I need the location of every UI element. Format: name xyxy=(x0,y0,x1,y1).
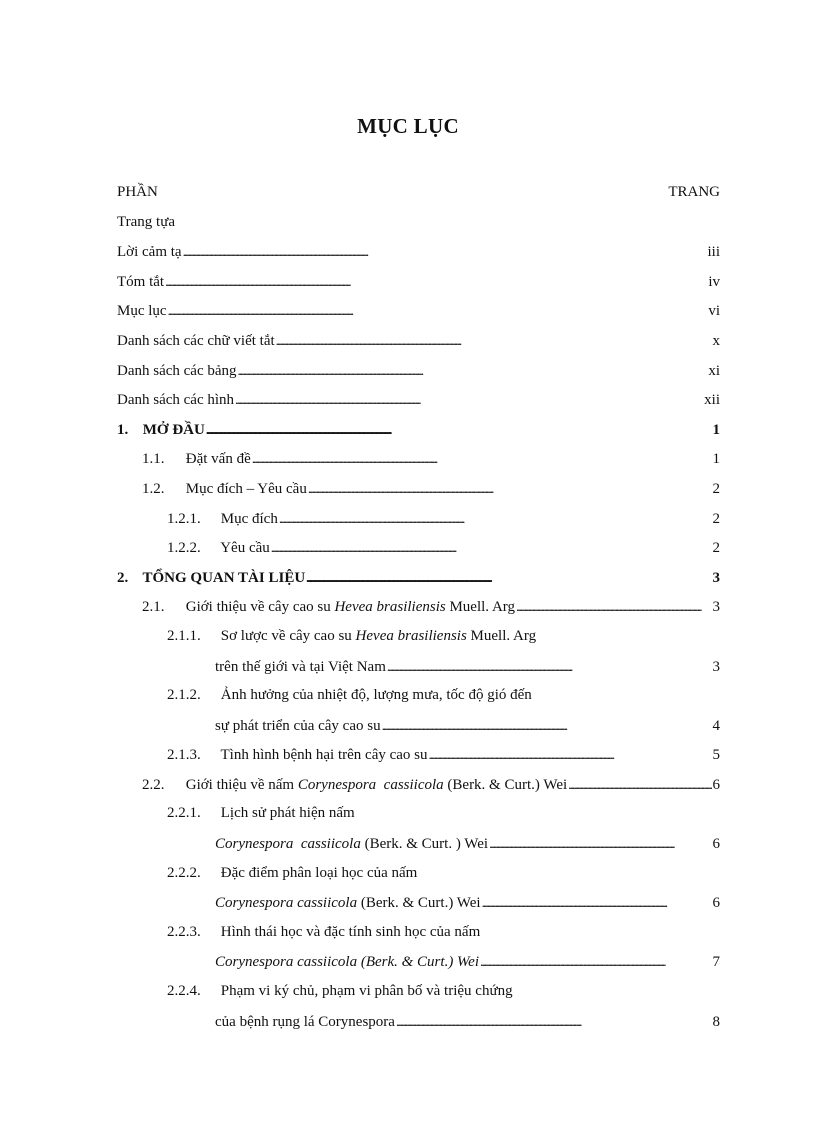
toc-entry-number: 2.2. xyxy=(142,776,165,793)
dot-leader xyxy=(396,1007,712,1038)
dot-leader xyxy=(165,267,707,298)
toc-entry-2-1-1[interactable] xyxy=(117,622,720,652)
toc-entry-number: 2. xyxy=(117,569,129,586)
toc-entry-page: 3 xyxy=(712,569,720,586)
toc-entry-label: MỞ ĐẦU xyxy=(142,421,205,438)
toc-entry-page: 2 xyxy=(712,540,720,557)
toc-entry-number: 2.1.2. xyxy=(167,687,201,704)
toc-entry-2-1-3[interactable] xyxy=(117,740,720,770)
toc-entry-number: 2.2.2. xyxy=(167,864,201,881)
toc-entry-page: 5 xyxy=(712,747,720,764)
toc-entry-label: Mục lục xyxy=(117,303,167,320)
dot-leader xyxy=(306,563,711,594)
dot-leader xyxy=(489,829,711,860)
toc-entry-label: Hình thái học và đặc tính sinh học của nấm xyxy=(220,923,481,940)
toc-entry-label: Sơ lược về cây cao su xyxy=(220,627,352,644)
toc-entry-label-suffix: (Berk. & Curt. ) Wei xyxy=(364,836,489,853)
page-title: MỤC LỤC xyxy=(357,114,459,138)
toc-entry-number: 1.1. xyxy=(142,451,165,468)
toc-entry-number: 2.1.3. xyxy=(167,747,201,764)
dot-leader xyxy=(516,592,711,623)
toc-entry-label: Danh sách các bảng xyxy=(117,362,237,379)
toc-entry-label: Mục đích xyxy=(220,510,278,527)
toc-entry-abstract[interactable] xyxy=(117,267,720,297)
toc-entry-number: 1. xyxy=(117,421,129,438)
toc-entry-2-1-2-continued[interactable] xyxy=(117,711,720,741)
dot-leader xyxy=(568,770,711,801)
toc-entry-page: 1 xyxy=(712,421,720,438)
dot-leader xyxy=(168,296,708,327)
toc-entry-label: Đặc điểm phân loại học của nấm xyxy=(220,864,418,881)
toc-entry-label: Danh sách các hình xyxy=(117,392,235,409)
toc-entry-label: Tình hình bệnh hại trên cây cao su xyxy=(220,747,428,764)
toc-entry-2-1-1-continued[interactable] xyxy=(117,652,720,682)
toc-entry-page: 6 xyxy=(712,836,720,853)
toc-entry-species: Corynespora cassiicola (Berk. & Curt.) Wei xyxy=(215,954,480,971)
toc-entry-page: 6 xyxy=(712,776,720,793)
toc-entry-page: 3 xyxy=(712,658,720,675)
toc-entry-number: 1.2.1. xyxy=(167,510,201,527)
toc-entry-label: Ảnh hưởng của nhiệt độ, lượng mưa, tốc độ gió đến xyxy=(220,687,532,704)
toc-entry-label: của bệnh rụng lá Corynespora xyxy=(215,1013,395,1030)
toc-entry-page: xii xyxy=(704,392,720,409)
toc-entry-label: Giới thiệu về cây cao su xyxy=(185,599,331,616)
dot-leader xyxy=(238,356,708,387)
toc-header xyxy=(117,178,720,208)
toc-entry-species: Corynespora cassiicola xyxy=(297,776,444,793)
toc-entry-2-2-3-continued[interactable] xyxy=(117,947,720,977)
dot-leader xyxy=(387,652,712,683)
toc-entry-chapter-1[interactable] xyxy=(117,415,720,445)
toc-entry-label: Lời cảm tạ xyxy=(117,244,182,261)
toc-entry-label: trên thế giới và tại Việt Nam xyxy=(215,658,386,675)
toc-entry-1-2-1[interactable] xyxy=(117,504,720,534)
toc-entry-contents[interactable] xyxy=(117,296,720,326)
toc-entry-label: sự phát triển của cây cao su xyxy=(215,717,381,734)
dot-leader xyxy=(279,504,712,535)
toc-entry-2-2-1-continued[interactable] xyxy=(117,829,720,859)
toc-entry-1-2[interactable] xyxy=(117,474,720,504)
toc-entry-species: Hevea brasiliensis xyxy=(355,627,467,644)
toc-entry-1-2-2[interactable] xyxy=(117,533,720,563)
toc-entry-page: iii xyxy=(707,244,720,261)
dot-leader xyxy=(482,888,712,919)
toc-entry-page: 8 xyxy=(712,1013,720,1030)
toc-entry-label: Yêu cầu xyxy=(220,540,270,557)
dot-leader xyxy=(183,237,707,268)
toc-entry-page: 6 xyxy=(712,895,720,912)
toc-entry-2-1[interactable] xyxy=(117,592,720,622)
toc-entry-2-2[interactable] xyxy=(117,770,720,800)
toc-entry-page: 7 xyxy=(712,954,720,971)
toc-entry-page: 2 xyxy=(712,510,720,527)
dot-leader xyxy=(382,711,712,742)
toc-entry-label: Phạm vi ký chủ, phạm vi phân bố và triệu chứng xyxy=(220,983,513,1000)
toc-entry-number: 2.2.1. xyxy=(167,805,201,822)
toc-entry-page: 3 xyxy=(712,599,720,616)
toc-entry-page: iv xyxy=(708,273,720,290)
toc-entry-label-suffix: (Berk. & Curt.) Wei xyxy=(447,776,568,793)
toc-entry-page: 1 xyxy=(712,451,720,468)
toc-entry-2-2-4[interactable] xyxy=(117,977,720,1007)
toc-entry-2-2-2[interactable] xyxy=(117,859,720,889)
table-of-contents xyxy=(117,178,720,1036)
toc-entry-list-of-figures[interactable] xyxy=(117,385,720,415)
dot-leader xyxy=(480,947,711,978)
toc-header-section: PHẦN xyxy=(117,184,158,200)
dot-leader xyxy=(429,740,712,771)
toc-entry-2-2-1[interactable] xyxy=(117,799,720,829)
toc-entry-label: Tóm tắt xyxy=(117,273,165,290)
toc-header-page: TRANG xyxy=(668,184,720,200)
toc-entry-label: Đặt vấn đề xyxy=(185,451,251,468)
toc-entry-number: 2.1. xyxy=(142,599,165,616)
toc-entry-label-suffix: (Berk. & Curt.) Wei xyxy=(360,895,481,912)
toc-entry-number: 1.2.2. xyxy=(167,540,201,557)
dot-leader xyxy=(308,474,712,505)
toc-entry-2-2-4-continued[interactable] xyxy=(117,1007,720,1037)
toc-entry-number: 2.1.1. xyxy=(167,627,201,644)
toc-entry-acknowledgements[interactable] xyxy=(117,237,720,267)
toc-entry-page: 2 xyxy=(712,480,720,497)
toc-entry-1-1[interactable] xyxy=(117,444,720,474)
dot-leader xyxy=(206,415,712,446)
toc-entry-species: Corynespora cassiicola xyxy=(215,895,358,912)
dot-leader xyxy=(235,385,703,416)
toc-entry-label-suffix: Muell. Arg xyxy=(470,627,537,644)
toc-entry-label-suffix: Muell. Arg xyxy=(449,599,516,616)
toc-entry-label: Lịch sử phát hiện nấm xyxy=(220,805,355,822)
toc-entry-chapter-2[interactable] xyxy=(117,563,720,593)
dot-leader xyxy=(271,533,712,564)
toc-entry-number: 2.2.4. xyxy=(167,983,201,1000)
dot-leader xyxy=(252,444,712,475)
toc-entry-page: 4 xyxy=(712,717,720,734)
toc-entry-2-2-3[interactable] xyxy=(117,918,720,948)
toc-entry-2-1-2[interactable] xyxy=(117,681,720,711)
toc-entry-2-2-2-continued[interactable] xyxy=(117,888,720,918)
toc-entry-front-title[interactable] xyxy=(117,208,720,238)
toc-entry-species: Hevea brasiliensis xyxy=(334,599,446,616)
toc-entry-species: Corynespora cassiicola xyxy=(215,836,361,853)
toc-entry-label: Trang tựa xyxy=(117,213,175,230)
toc-entry-page: x xyxy=(712,332,720,349)
toc-entry-label: Mục đích – Yêu cầu xyxy=(185,480,307,497)
toc-entry-page: vi xyxy=(708,303,720,320)
dot-leader xyxy=(276,326,712,357)
toc-entry-label: Danh sách các chữ viết tắt xyxy=(117,332,275,349)
toc-entry-label: TỔNG QUAN TÀI LIỆU xyxy=(142,569,306,586)
toc-entry-list-of-tables[interactable] xyxy=(117,356,720,386)
toc-entry-abbreviations[interactable] xyxy=(117,326,720,356)
toc-entry-label: Giới thiệu về nấm xyxy=(185,776,295,793)
toc-entry-number: 2.2.3. xyxy=(167,923,201,940)
toc-entry-page: xi xyxy=(708,362,720,379)
toc-entry-number: 1.2. xyxy=(142,480,165,497)
